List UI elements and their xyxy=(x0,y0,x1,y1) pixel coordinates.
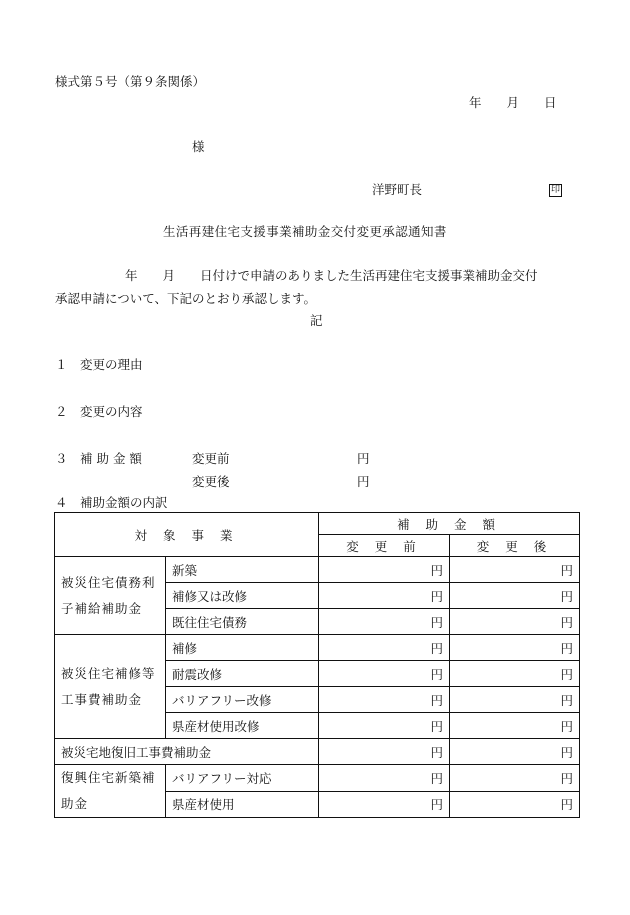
group-label-debt-interest: 被災住宅債務利子補給補助金 xyxy=(55,557,166,635)
table-row xyxy=(55,557,580,583)
header-before-change: 変 更 前 xyxy=(319,535,450,557)
header-subsidy-amount: 補 助 金 額 xyxy=(319,513,580,535)
yen-after: 円 xyxy=(450,739,580,765)
row-label: 既往住宅債務 xyxy=(166,609,319,635)
row-label: 県産材使用 xyxy=(166,791,319,818)
group-label-land-restoration: 被災宅地復旧工事費補助金 xyxy=(55,739,319,765)
body-line-1: 年 月 日付けで申請のありました生活再建住宅支援事業補助金交付 xyxy=(125,268,538,283)
header-after-change: 変 更 後 xyxy=(450,535,580,557)
yen-before: 円 xyxy=(319,765,450,792)
addressee-suffix: 様 xyxy=(192,139,205,154)
yen-after: 円 xyxy=(450,713,580,739)
yen-after: 円 xyxy=(450,765,580,792)
group-label-new-construction: 復興住宅新築補助金 xyxy=(55,765,166,818)
item-4-label: ４ 補助金額の内訳 xyxy=(55,495,168,510)
yen-after: 円 xyxy=(450,791,580,818)
table-row xyxy=(55,739,580,765)
table-row xyxy=(55,635,580,661)
amount-before-label: 変更前 xyxy=(192,451,230,466)
yen-after: 円 xyxy=(450,609,580,635)
item-1-label: １ 変更の理由 xyxy=(55,357,143,372)
amount-after-yen: 円 xyxy=(357,474,370,489)
row-label: バリアフリー改修 xyxy=(166,687,319,713)
subsidy-breakdown-table xyxy=(54,512,580,818)
yen-before: 円 xyxy=(319,687,450,713)
yen-before: 円 xyxy=(319,635,450,661)
yen-before: 円 xyxy=(319,739,450,765)
document-title: 生活再建住宅支援事業補助金交付変更承認通知書 xyxy=(163,224,447,239)
form-number: 様式第５号（第９条関係） xyxy=(55,74,206,89)
yen-after: 円 xyxy=(450,583,580,609)
amount-before-yen: 円 xyxy=(357,451,370,466)
yen-before: 円 xyxy=(319,661,450,687)
yen-after: 円 xyxy=(450,557,580,583)
yen-before: 円 xyxy=(319,609,450,635)
item-2-label: ２ 変更の内容 xyxy=(55,404,143,419)
amount-after-label: 変更後 xyxy=(192,474,230,489)
row-label: 補修又は改修 xyxy=(166,583,319,609)
row-label: バリアフリー対応 xyxy=(166,765,319,792)
yen-before: 円 xyxy=(319,791,450,818)
yen-before: 円 xyxy=(319,557,450,583)
yen-after: 円 xyxy=(450,661,580,687)
yen-after: 円 xyxy=(450,635,580,661)
row-label: 新築 xyxy=(166,557,319,583)
header-target-project: 対 象 事 業 xyxy=(55,513,319,557)
yen-before: 円 xyxy=(319,713,450,739)
row-label: 県産材使用改修 xyxy=(166,713,319,739)
yen-after: 円 xyxy=(450,687,580,713)
row-label: 耐震改修 xyxy=(166,661,319,687)
seal-text: 印 xyxy=(551,185,561,195)
item-3-label: ３ 補 助 金 額 xyxy=(55,451,142,466)
body-line-2: 承認申請について、下記のとおり承認します。 xyxy=(55,291,317,306)
issuer-name: 洋野町長 xyxy=(372,182,423,197)
group-label-repair-works: 被災住宅補修等工事費補助金 xyxy=(55,635,166,739)
ki-label: 記 xyxy=(310,313,323,328)
seal-mark xyxy=(549,180,562,197)
row-label: 補修 xyxy=(166,635,319,661)
table-row xyxy=(55,765,580,792)
date-line: 年 月 日 xyxy=(469,95,557,110)
yen-before: 円 xyxy=(319,583,450,609)
